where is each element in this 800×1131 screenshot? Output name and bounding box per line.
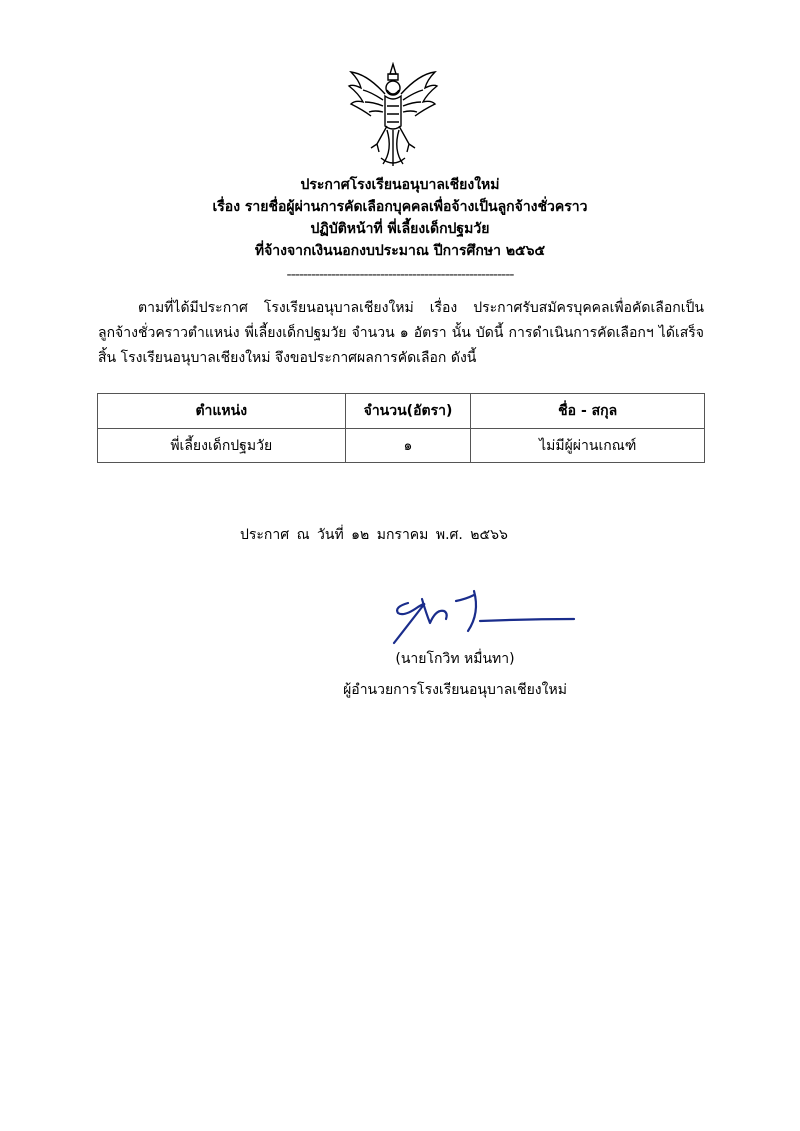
announcement-funding: ที่จ้างจากเงินนอกงบประมาณ ปีการศึกษา ๒๕๖๕	[254, 243, 546, 259]
signature-image	[386, 589, 578, 645]
announcement-title: ประกาศโรงเรียนอนุบาลเชียงใหม่	[300, 177, 500, 193]
table-row	[98, 429, 705, 463]
body-paragraph-text: ตามที่ได้มีประกาศ โรงเรียนอนุบาลเชียงใหม่ เรื่อง ประกาศรับสมัครบุคคลเพื่อคัดเลือกเป็นลูกจ้างชั่วคราวตำแหน่ง พี่เลี้ยงเด็กปฐมวัย จำนวน ๑ อัตรา นั้น บัดนี้ การดำเนินการคัดเลือกฯ ได้เสร็จสิ้น โรงเรียนอนุบาลเชียงใหม่ จึงขอประกาศผลการคัดเลือก ดังนี้	[98, 300, 704, 366]
signer-name: (นายโกวิท หมื่นทา)	[395, 651, 515, 667]
body-paragraph	[98, 296, 704, 371]
header-position: ตำแหน่ง	[98, 394, 346, 429]
cell-fullname: ไม่มีผู้ผ่านเกณฑ์	[471, 429, 705, 463]
table-header-row	[98, 394, 705, 429]
header-quantity: จำนวน(อัตรา)	[345, 394, 471, 429]
result-table	[97, 393, 705, 463]
signer-title: ผู้อำนวยการโรงเรียนอนุบาลเชียงใหม่	[343, 682, 567, 698]
cell-quantity: ๑	[345, 429, 471, 463]
title-separator: --------------------------------------------------------	[286, 267, 514, 283]
announcement-position: ปฏิบัติหน้าที่ พี่เลี้ยงเด็กปฐมวัย	[310, 221, 490, 237]
header-fullname: ชื่อ - สกุล	[471, 394, 705, 429]
garuda-emblem-icon	[347, 62, 439, 172]
announcement-subject: เรื่อง รายชื่อผู้ผ่านการคัดเลือกบุคคลเพื่อจ้างเป็นลูกจ้างชั่วคราว	[212, 199, 588, 215]
announce-date: ประกาศ ณ วันที่ ๑๒ มกราคม พ.ศ. ๒๕๖๖	[240, 527, 508, 543]
cell-position: พี่เลี้ยงเด็กปฐมวัย	[98, 429, 346, 463]
